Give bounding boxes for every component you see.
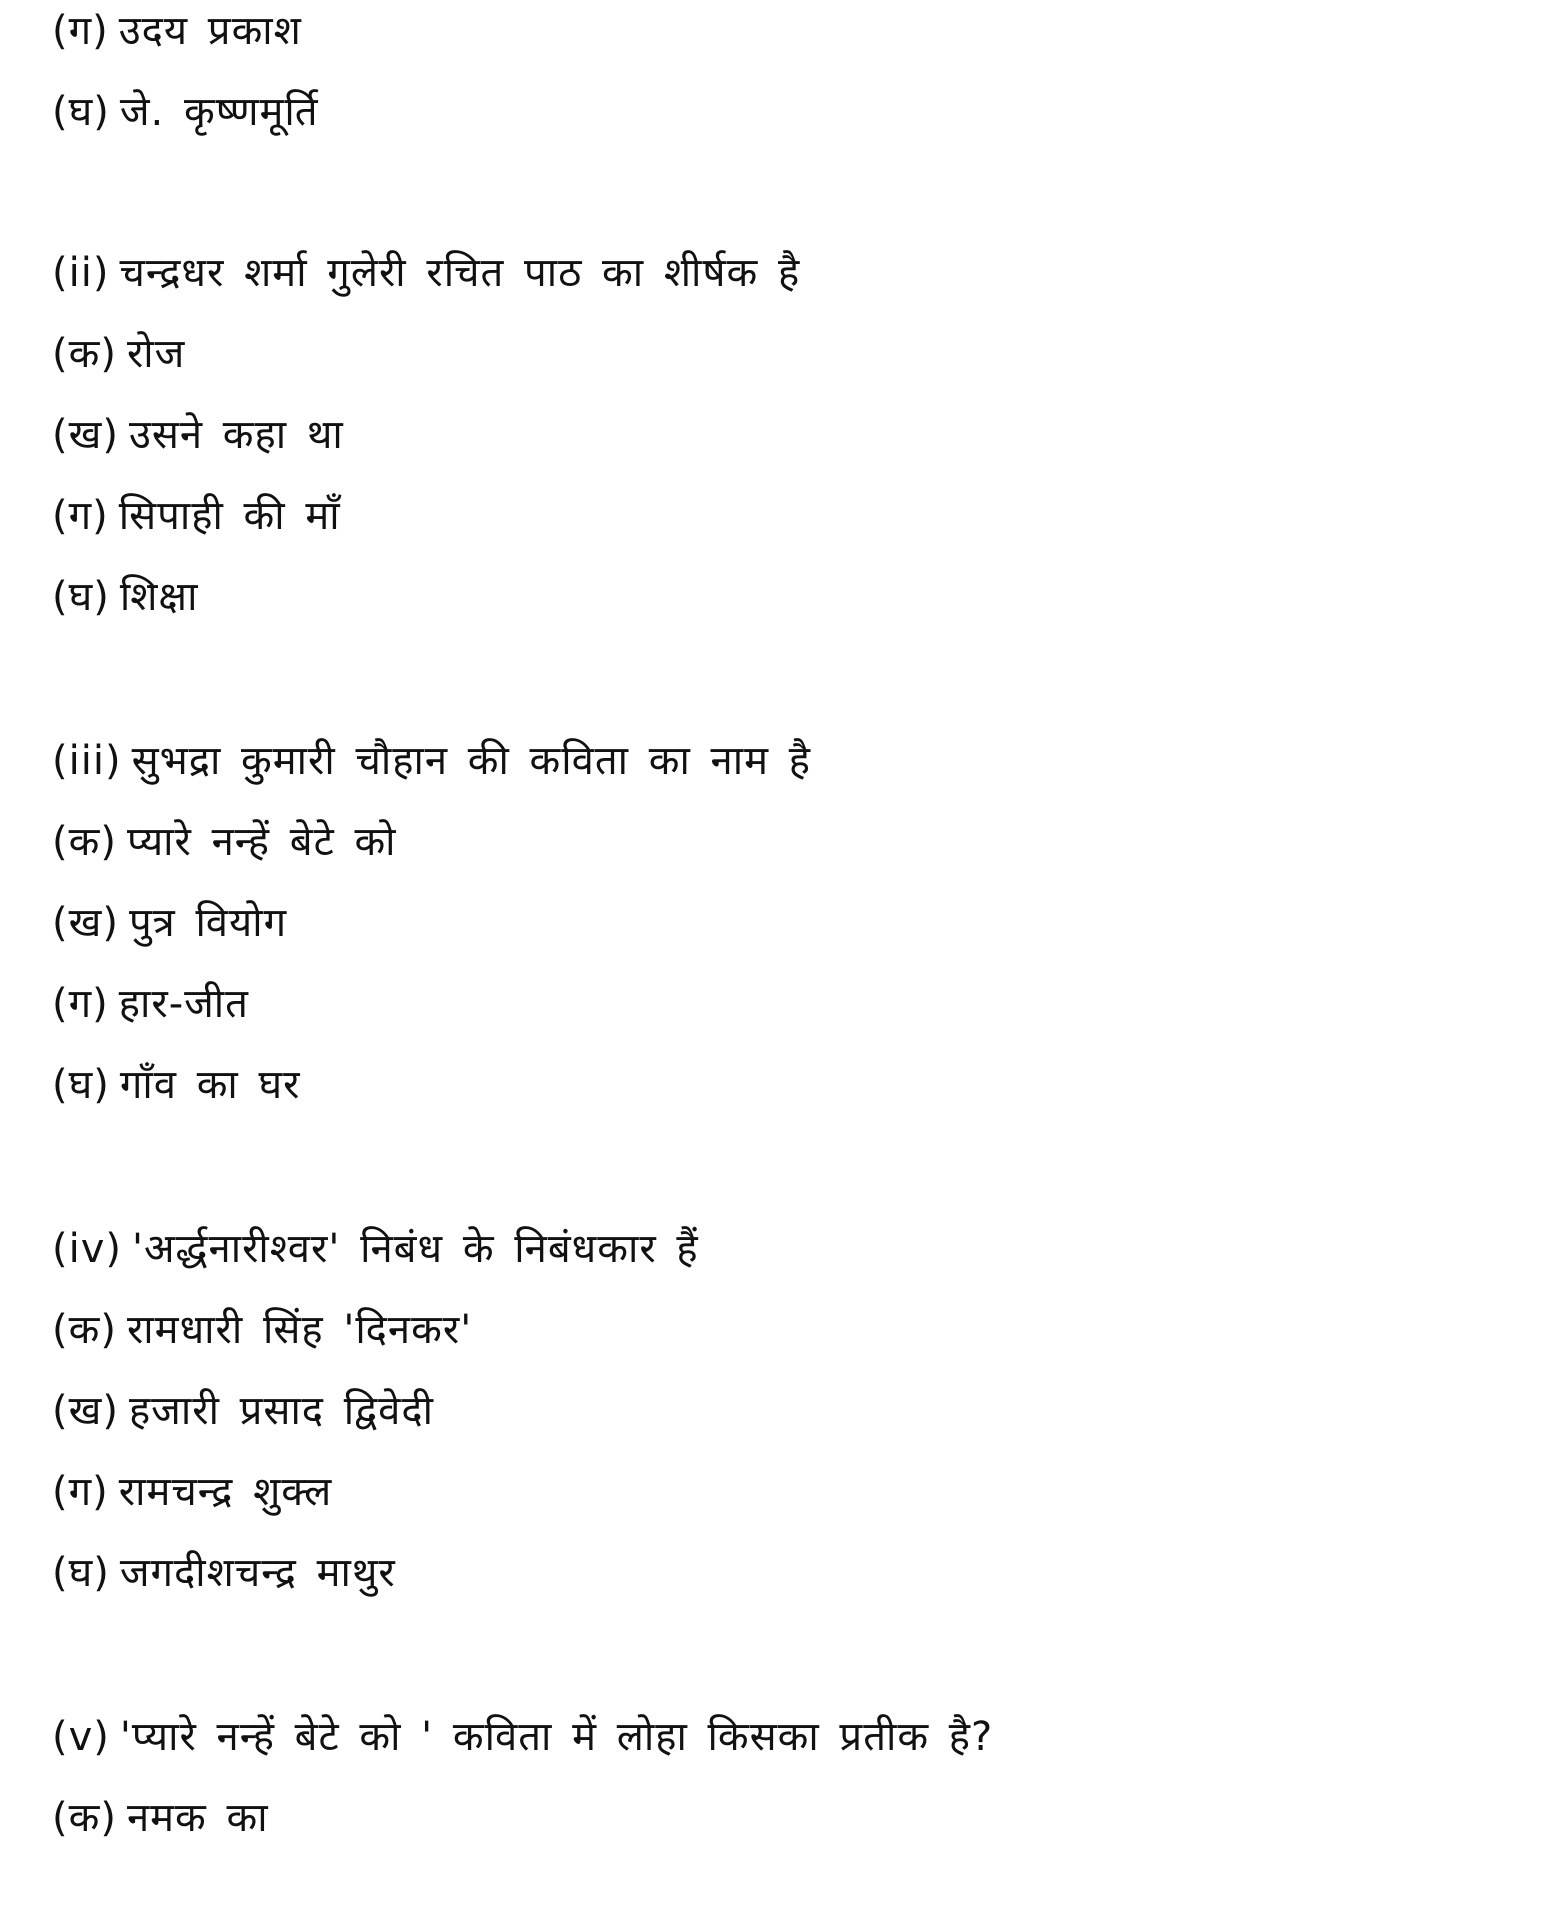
- q5-option-a: [52, 1791, 269, 1845]
- option-text: सिपाही की माँ: [118, 493, 341, 539]
- option-label: (ग): [52, 493, 109, 539]
- option-text: प्यारे नन्हें बेटे को: [126, 819, 397, 865]
- option-text: रामचन्द्र शुक्ल: [118, 1469, 333, 1515]
- option-text: हार-जीत: [118, 981, 249, 1027]
- q3-question: [52, 734, 811, 788]
- q3-option-b: [52, 896, 287, 950]
- option-text: नमक का: [126, 1795, 269, 1841]
- q4-question: [52, 1222, 699, 1276]
- q5-question: [52, 1710, 993, 1764]
- option-text: शिक्षा: [119, 574, 199, 620]
- q2-question: [52, 246, 800, 300]
- question-number: (v): [52, 1714, 110, 1760]
- option-label: (ख): [52, 1388, 119, 1434]
- option-label: (क): [52, 1307, 117, 1353]
- q2-option-c: [52, 489, 341, 543]
- option-label: (घ): [52, 1550, 110, 1596]
- q4-option-c: [52, 1465, 332, 1519]
- q2-option-d: [52, 570, 198, 624]
- option-label: (ख): [52, 900, 119, 946]
- q2-option-b: [52, 408, 344, 462]
- option-text: जगदीशचन्द्र माथुर: [119, 1550, 396, 1596]
- question-text: सुभद्रा कुमारी चौहान की कविता का नाम है: [131, 738, 811, 784]
- q3-option-a: [52, 815, 397, 869]
- option-label: (ग): [52, 8, 109, 54]
- option-label: (घ): [52, 89, 110, 135]
- q2-option-a: [52, 327, 185, 381]
- option-text: गाँव का घर: [119, 1062, 301, 1108]
- option-text: रामधारी सिंह 'दिनकर': [126, 1307, 473, 1353]
- option-text: उदय प्रकाश: [118, 8, 302, 54]
- option-text: उसने कहा था: [128, 412, 344, 458]
- question-number: (iv): [52, 1226, 122, 1272]
- q4-option-a: [52, 1303, 472, 1357]
- option-label: (ग): [52, 981, 109, 1027]
- option-label: (घ): [52, 574, 110, 620]
- question-number: (iii): [52, 738, 122, 784]
- question-number: (ii): [52, 250, 110, 296]
- option-text: रोज: [126, 331, 186, 377]
- q3-option-c: [52, 977, 249, 1031]
- question-text: चन्द्रधर शर्मा गुलेरी रचित पाठ का शीर्षक है: [119, 250, 801, 296]
- question-text: 'प्यारे नन्हें बेटे को ' कविता में लोहा किसका प्रतीक है?: [119, 1714, 994, 1760]
- option-text: जे. कृष्णमूर्ति: [119, 89, 319, 135]
- q4-option-d: [52, 1546, 396, 1600]
- option-label: (घ): [52, 1062, 110, 1108]
- option-text: पुत्र वियोग: [128, 900, 288, 946]
- q1-option-d: [52, 85, 319, 139]
- option-label: (क): [52, 331, 117, 377]
- option-label: (ग): [52, 1469, 109, 1515]
- question-text: 'अर्द्धनारीश्वर' निबंध के निबंधकार हैं: [132, 1226, 699, 1272]
- option-label: (ख): [52, 412, 119, 458]
- q1-option-c: [52, 4, 302, 58]
- option-label: (क): [52, 819, 117, 865]
- q3-option-d: [52, 1058, 301, 1112]
- option-label: (क): [52, 1795, 117, 1841]
- option-text: हजारी प्रसाद द्विवेदी: [128, 1388, 434, 1434]
- q4-option-b: [52, 1384, 434, 1438]
